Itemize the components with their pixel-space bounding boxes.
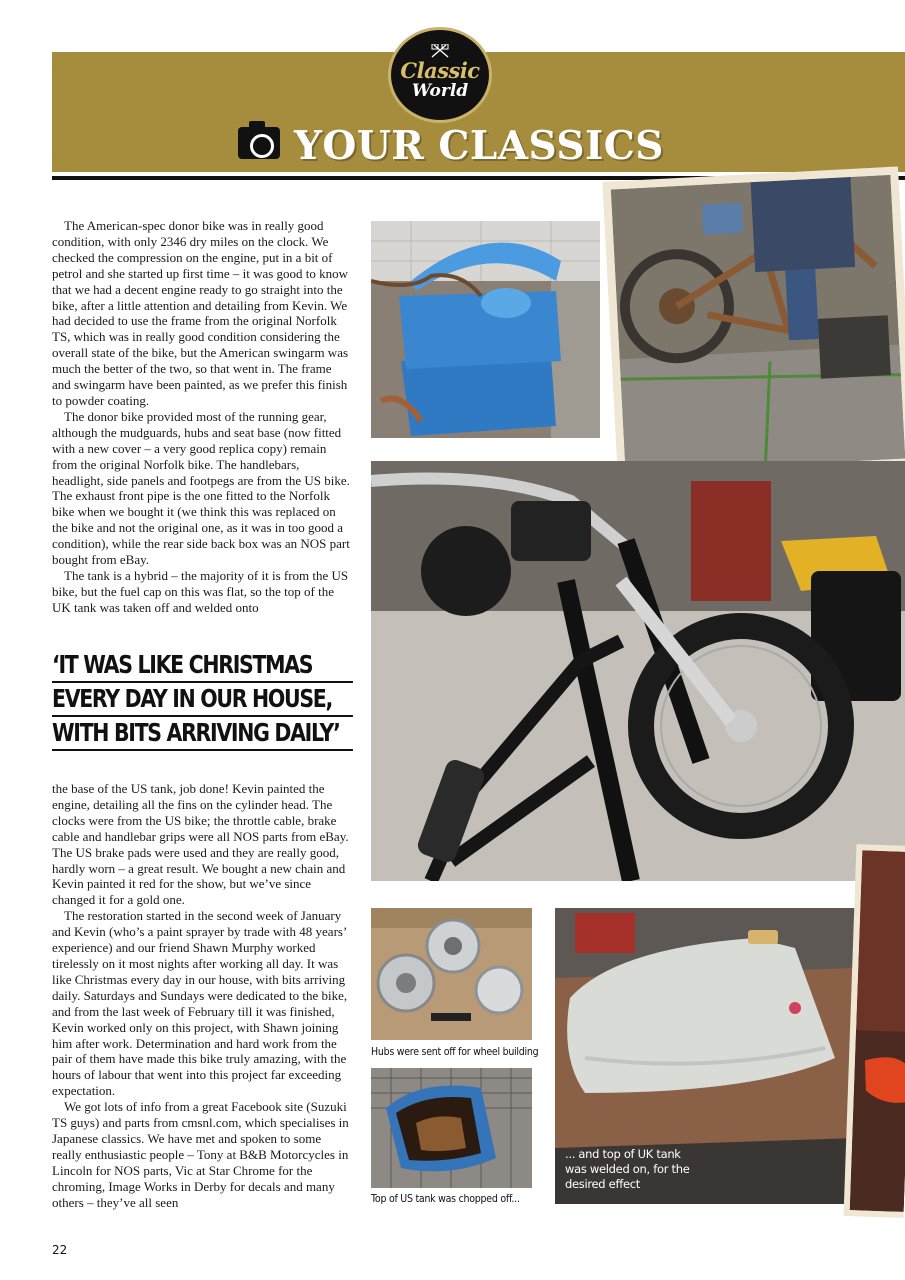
photo-tank-chopped <box>371 1068 532 1188</box>
paragraph: The restoration started in the second week of January and Kevin (who’s a paint sprayer by trade with 48 years’ experience) and our friend Shawn Murphy worked tirelessly on it most nights after working all day. It was like Christmas every day in our house, with bits arriving daily. Saturdays and Sundays were dedicated to the bike, and from the last week of February till it was finished, Kevin worked only on this project, with Shawn joining him after work. Determination and hard work from the pair of them have made this bike truly amazing, with the hours of labour that went into this project far exceeding expectation. <box>52 908 348 1099</box>
article-column-bottom <box>52 781 353 1210</box>
camera-icon <box>238 127 280 159</box>
photo-rusty-frame <box>602 166 905 481</box>
section-header <box>238 124 664 168</box>
caption-tank-chopped: Top of US tank was chopped off... <box>371 1192 520 1205</box>
photo-blue-parts-crates <box>371 221 600 438</box>
article-column-top <box>52 218 353 616</box>
pull-quote <box>52 650 353 752</box>
paragraph: The donor bike provided most of the running gear, although the mudguards, hubs and seat base (now fitted with a new cover – a very good replica copy) remain from the original Norfolk bike. The handlebars, headlight, side panels and footpegs are from the US bike. The exhaust front pipe is the one fitted to the Norfolk bike when we bought it (we think this was replaced on the bike and not the original one, as it was in too good a condition), while the rear side back box was an NOS part bought from eBay. <box>52 408 350 568</box>
section-title: YOUR CLASSICS <box>294 123 664 169</box>
photo-hubs <box>371 908 532 1040</box>
paragraph: We got lots of info from a great Facebook site (Suzuki TS guys) and parts from cmsnl.com, which specialises in Japanese classics. We have met and spoken to some really enthusiastic people – Tony at B&B Motorcycles in Lincoln for NOS parts, Vic at Star Chrome for the chroming, Image Works in Derby for decals and many others – they’ve all seen <box>52 1099 349 1210</box>
pull-quote-line: ‘IT WAS LIKE CHRISTMAS <box>52 650 353 683</box>
paragraph: The tank is a hybrid – the majority of it is from the US bike, but the fuel cap on this was flat, so the top of the UK tank was taken off and welded onto <box>52 567 349 615</box>
paragraph: The American-spec donor bike was in really good condition, with only 2346 dry miles on the clock. We checked the compression on the engine, put in a bit of petrol and she started up first time – it was good to know that we had a decent engine ready to go straight into the bike, after a little attention and detailing from Kevin. We had decided to use the frame from the original Norfolk TS, which was in really good condition considering the overall state of the bike, but the American swingarm was much the better of the two, so that went in. The frame and swingarm have been painted, as we prefer this finish to powder coating. <box>52 218 349 408</box>
logo-line-classic: Classic <box>400 58 480 83</box>
paragraph: the base of the US tank, job done! Kevin painted the engine, detailing all the fins on the cylinder head. The clocks were from the US bike; the throttle cable, brake cable and handlebar grips were all NOS parts from eBay. The US brake pads were used and they are really good, hardly worn – a great result. We bought a new chain and Kevin painted it red for the show, but we’ve since changed it for a gold one. <box>52 781 349 908</box>
page-number: 22 <box>52 1243 68 1257</box>
photo-tank-welded <box>555 908 856 1204</box>
classic-world-logo <box>388 27 492 123</box>
pull-quote-line: EVERY DAY IN OUR HOUSE, <box>52 684 353 717</box>
logo-line-world: World <box>411 81 469 101</box>
photo-right-edge <box>844 844 905 1218</box>
caption-hubs: Hubs were sent off for wheel building <box>371 1045 539 1058</box>
pull-quote-line: WITH BITS ARRIVING DAILY’ <box>52 718 353 751</box>
photo-frame-forks <box>371 461 905 881</box>
caption-tank-welded: ... and top of UK tank was welded on, for the desired effect <box>565 1147 690 1191</box>
